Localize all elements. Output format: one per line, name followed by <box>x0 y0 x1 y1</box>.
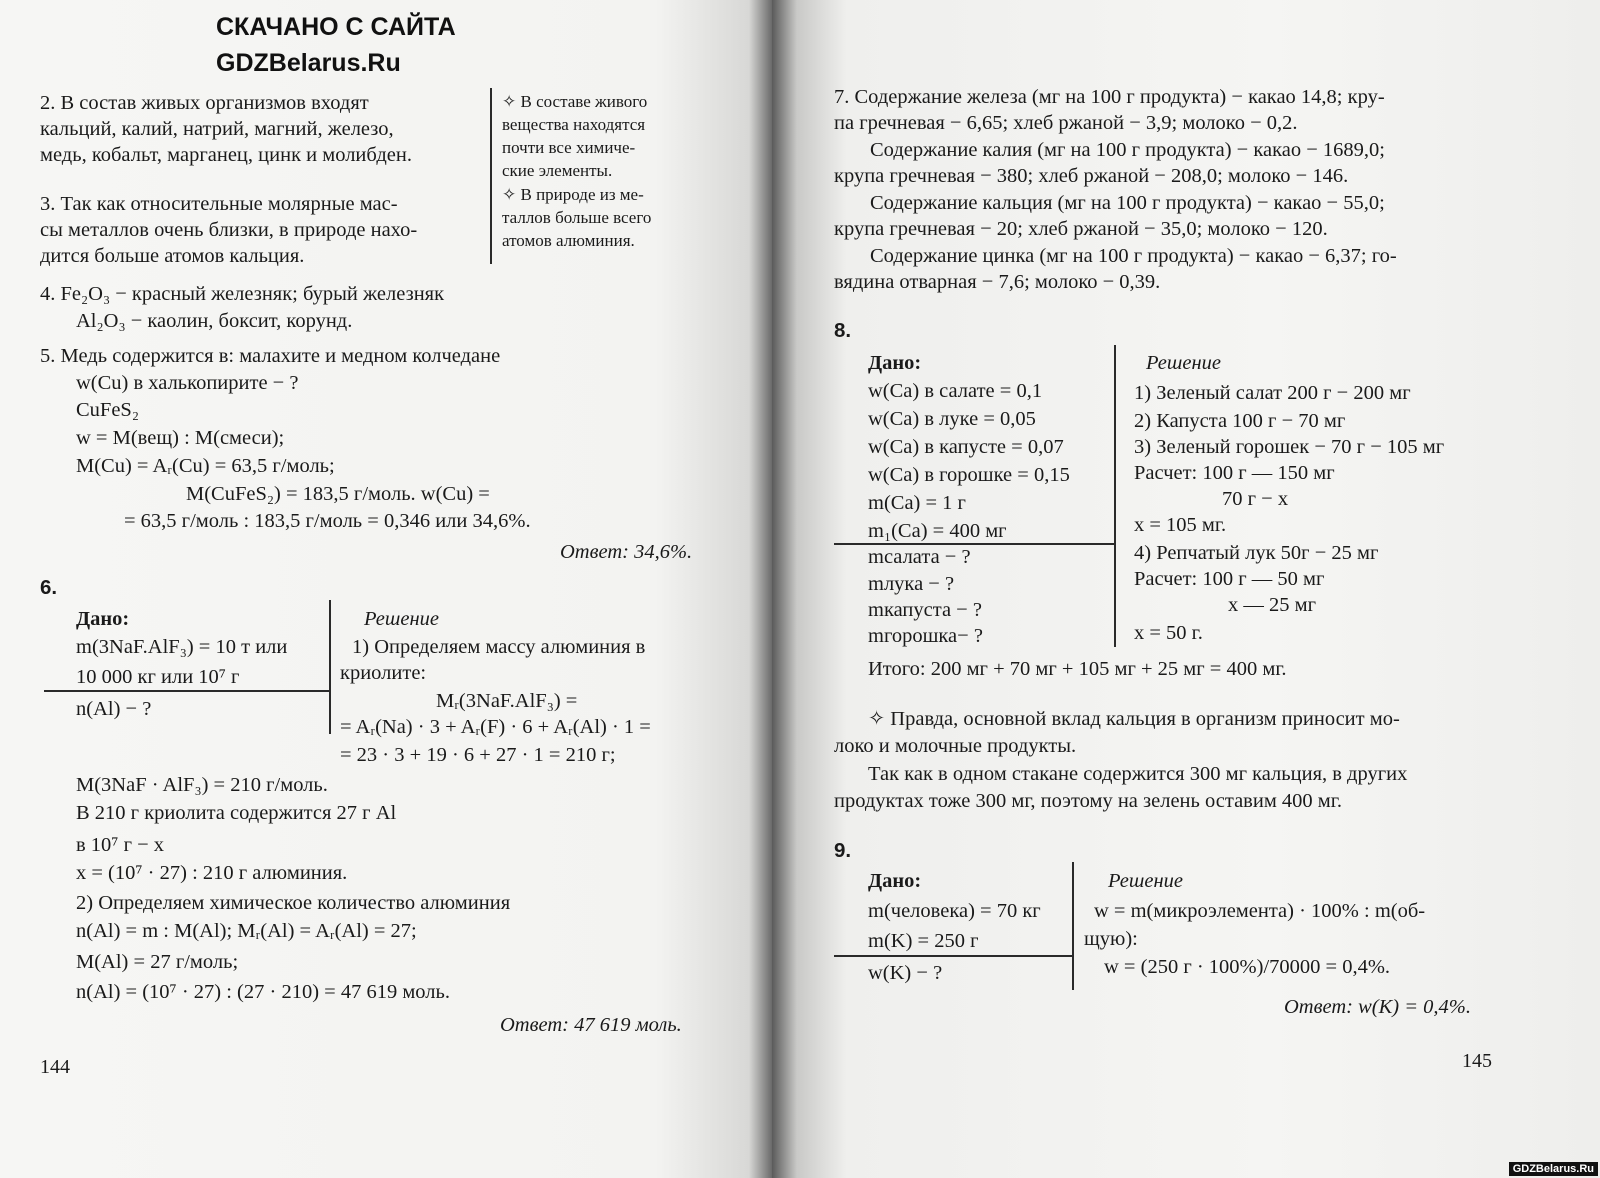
task-9-given: m(K) = 250 г <box>868 930 979 952</box>
task-6-solution: Mᵣ(3NaF.AlF₃) = <box>436 690 578 712</box>
task-6-solution-title: Решение <box>364 608 439 630</box>
task-5-line: = 63,5 г/моль : 183,5 г/моль = 0,346 или 34,6%. <box>124 510 531 532</box>
task-6-solution: криолите: <box>340 662 427 684</box>
task-8-solution: Расчет: 100 г — 150 мг <box>1134 462 1335 484</box>
given-rule <box>834 955 1074 957</box>
task-8-solution: x — 25 мг <box>1228 594 1317 616</box>
task-6-find: n(Al) − ? <box>76 698 152 720</box>
task-8-solution: Расчет: 100 г — 50 мг <box>1134 568 1325 590</box>
task-9-given-title: Дано: <box>868 870 922 892</box>
side-note-line: таллов больше всего <box>502 208 652 227</box>
task-6-line: В 210 г криолита содержится 27 г Al <box>76 802 397 824</box>
task-5-line: M(CuFeS₂) = 183,5 г/моль. w(Cu) = <box>186 483 490 505</box>
note-divider <box>490 88 492 264</box>
task-2-line: медь, кобальт, марганец, цинк и молибден. <box>40 144 412 166</box>
task-6-given: 10 000 кг или 10⁷ г <box>76 666 240 688</box>
task-8-given: m(Ca) = 1 г <box>868 492 966 514</box>
task-7-line: Содержание кальция (мг на 100 г продукта) − какао − 55,0; <box>870 192 1385 214</box>
task-8-solution: x = 50 г. <box>1134 622 1203 644</box>
task-8-find: mкапуста − ? <box>868 599 982 621</box>
task-6-number: 6. <box>40 576 58 599</box>
task-8-given: w(Ca) в горошке = 0,15 <box>868 464 1070 486</box>
task-8-note: ✧ Правда, основной вклад кальция в организм приносит мо- <box>868 708 1400 730</box>
task-8-given: m₁(Ca) = 400 мг <box>868 520 1007 542</box>
task-6-line: n(Al) = (10⁷ · 27) : (27 · 210) = 47 619 моль. <box>76 981 450 1003</box>
task-3-line: 3. Так как относительные молярные мас- <box>40 193 398 215</box>
task-7-line: вядина отварная − 7,6; молоко − 0,39. <box>834 271 1161 293</box>
task-6-answer: Ответ: 47 619 моль. <box>500 1014 682 1036</box>
task-6-line: M(Al) = 27 г/моль; <box>76 951 239 973</box>
task-7-line: крупа гречневая − 380; хлеб ржаной − 208,0; молоко − 146. <box>834 165 1349 187</box>
task-8-note: продуктах тоже 300 мг, поэтому на зелень оставим 400 мг. <box>834 790 1342 812</box>
task-6-line: x = (10⁷ · 27) : 210 г алюминия. <box>76 862 348 884</box>
task-8-solution: x = 105 мг. <box>1134 514 1227 536</box>
task-8-note: локо и молочные продукты. <box>834 735 1077 757</box>
task-2-line: 2. В состав живых организмов входят <box>40 92 369 114</box>
side-note-line: ✧ В природе из ме- <box>502 185 644 204</box>
task-9-given: m(человека) = 70 кг <box>868 900 1041 922</box>
task-3-line: сы металлов очень близки, в природе нахо- <box>40 219 418 241</box>
task-6-given: m(3NaF.AlF₃) = 10 т или <box>76 636 288 658</box>
task-7-line: Содержание калия (мг на 100 г продукта) − какао − 1689,0; <box>870 139 1385 161</box>
task-6-line: M(3NaF · AlF₃) = 210 г/моль. <box>76 774 328 796</box>
task-7-line: па гречневая − 6,65; хлеб ржаной − 3,9; молоко − 0,2. <box>834 112 1298 134</box>
task-4-line: 4. Fe₂O₃ − красный железняк; бурый железняк <box>40 283 445 305</box>
task-8-find: mлука − ? <box>868 573 955 595</box>
task-7-line: крупа гречневая − 20; хлеб ржаной − 35,0; молоко − 120. <box>834 218 1328 240</box>
task-9-find: w(K) − ? <box>868 962 943 984</box>
task-8-solution-title: Решение <box>1146 352 1221 374</box>
task-3-line: дится больше атомов кальция. <box>40 245 305 267</box>
task-5-answer: Ответ: 34,6%. <box>560 541 693 563</box>
task-6-solution: = 23 · 3 + 19 · 6 + 27 · 1 = 210 г; <box>340 744 616 766</box>
task-8-solution: 70 г − x <box>1222 488 1289 510</box>
task-6-line: 2) Определяем химическое количество алюминия <box>76 892 511 914</box>
task-5-line: w = M(вещ) : M(смеси); <box>76 427 285 449</box>
task-6-solution: = Aᵣ(Na) · 3 + Aᵣ(F) · 6 + Aᵣ(Al) · 1 = <box>340 716 651 738</box>
given-rule <box>44 690 329 692</box>
task-6-line: в 10⁷ г − x <box>76 834 165 856</box>
page-number-right: 145 <box>1462 1050 1492 1072</box>
watermark-badge: GDZBelarus.Ru <box>1509 1162 1598 1176</box>
task-5-line: CuFeS₂ <box>76 399 139 421</box>
side-note-line: вещества находятся <box>502 115 646 134</box>
task-8-given-title: Дано: <box>868 352 922 374</box>
task-8-given: w(Ca) в луке = 0,05 <box>868 408 1036 430</box>
left-page <box>0 0 772 1178</box>
solution-divider <box>1114 345 1116 647</box>
site-header-line2: GDZBelarus.Ru <box>216 49 401 77</box>
side-note-line: ✧ В составе живого <box>502 92 648 111</box>
task-8-solution: 4) Репчатый лук 50г − 25 мг <box>1134 542 1379 564</box>
solution-divider <box>1072 862 1074 990</box>
task-4-line: Al₂O₃ − каолин, боксит, корунд. <box>76 310 353 332</box>
task-9-solution: щую): <box>1084 928 1138 950</box>
task-7-line: Содержание цинка (мг на 100 г продукта) − какао − 6,37; го- <box>870 245 1397 267</box>
task-8-total: Итого: 200 мг + 70 мг + 105 мг + 25 мг = 400 мг. <box>868 658 1287 680</box>
task-8-given: w(Ca) в салате = 0,1 <box>868 380 1043 402</box>
task-9-solution-title: Решение <box>1108 870 1183 892</box>
task-8-note: Так как в одном стакане содержится 300 мг кальция, в других <box>868 763 1408 785</box>
task-9-solution: w = m(микроэлемента) · 100% : m(об- <box>1094 900 1426 922</box>
task-6-solution: 1) Определяем массу алюминия в <box>352 636 646 658</box>
page-number-left: 144 <box>40 1056 70 1078</box>
task-8-solution: 3) Зеленый горошек − 70 г − 105 мг <box>1134 436 1445 458</box>
side-note-line: ские элементы. <box>502 161 613 180</box>
task-5-line: M(Cu) = Aᵣ(Cu) = 63,5 г/моль; <box>76 455 335 477</box>
task-6-line: n(Al) = m : M(Al); Mᵣ(Al) = Aᵣ(Al) = 27; <box>76 920 417 942</box>
task-8-given: w(Ca) в капусте = 0,07 <box>868 436 1064 458</box>
task-8-solution: 1) Зеленый салат 200 г − 200 мг <box>1134 382 1411 404</box>
task-8-number: 8. <box>834 319 852 342</box>
side-note-line: атомов алюминия. <box>502 231 635 250</box>
task-8-solution: 2) Капуста 100 г − 70 мг <box>1134 410 1346 432</box>
task-7-line: 7. Содержание железа (мг на 100 г продукта) − какао 14,8; кру- <box>834 86 1385 108</box>
task-8-find: mсалата − ? <box>868 546 971 568</box>
task-5-line: w(Cu) в халькопирите − ? <box>76 372 299 394</box>
task-9-solution: w = (250 г · 100%)/70000 = 0,4%. <box>1104 956 1391 978</box>
task-2-line: кальций, калий, натрий, магний, железо, <box>40 118 394 140</box>
task-9-answer: Ответ: w(K) = 0,4%. <box>1284 996 1472 1018</box>
task-5-line: 5. Медь содержится в: малахите и медном колчедане <box>40 345 501 367</box>
site-header-line1: СКАЧАНО С САЙТА <box>216 13 456 41</box>
right-page <box>772 0 1600 1178</box>
solution-divider <box>329 600 331 734</box>
task-9-number: 9. <box>834 839 852 862</box>
side-note-line: почти все химиче- <box>502 138 636 157</box>
task-6-given-title: Дано: <box>76 608 130 630</box>
task-8-find: mгорошка− ? <box>868 625 983 647</box>
